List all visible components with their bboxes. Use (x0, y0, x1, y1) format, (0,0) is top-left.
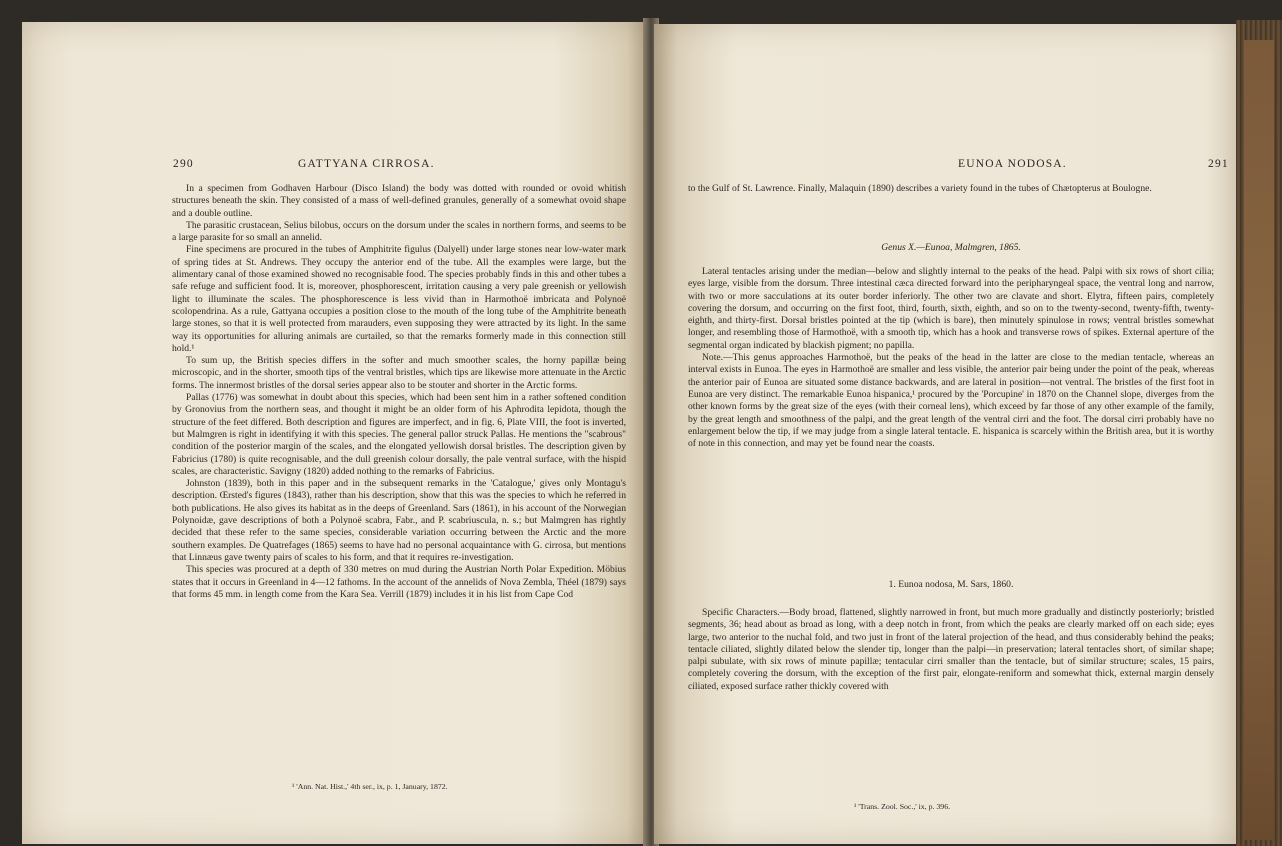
left-running-head: GATTYANA CIRROSA. (298, 158, 435, 170)
genus-paragraph: Note.—This genus approaches Harmothoë, but the peaks of the head in the latter are close to the median tentacle, whereas an interval exists in Eunoa. The eyes in Harmothoë are smaller and less visible, the anterior pair being under the point of the peak, whereas the anterior pair of Eunoa are situated some distance backwards, and are lateral in position—not ventral. The bristles of the first foot in Eunoa are very distinct. The remarkable Eunoa hispanica,¹ procured by the 'Porcupine' in 1870 on the Channel slope, diverges from the other known forms by the great size of the eyes (with their corneal lens), which exceed by far those of any other example of the family, by the great length and smoothness of the palpi, and the great length of the ventral cirri and the foot. The dorsal cirri probably have no enlargement below the tip, if we may judge from a single lateral tentacle. E. hispanica is scarcely within the British area, but it is worthy of note in this connection, and may yet be found near the coasts. (688, 352, 1214, 450)
right-page-number: 291 (1208, 158, 1229, 170)
genus-paragraph: Lateral tentacles arising under the median—below and slightly internal to the peaks of the head. Palpi with six rows of short cilia; eyes large, visible from the dorsum. Three intestinal cæca directed forward into the peripharyngeal space, the ventral long and narrow, with two or more sacculations at its outer border inferiorly. The other two are clavate and short. Elytra, fifteen pairs, completely covering the dorsum, and occurring on the first foot, third, fourth, sixth, eighth, and so on to the twenty-second, twenty-fifth, twenty-eighth, and thirty-first. Dorsal bristles pointed at the tip (which is bare), then minutely spinulose in rows; ventral bristles somewhat longer, and resembling those of Harmothoë, with a smooth tip, which has a hook and transverse rows of spikes. External aperture of the segmental organ indicated by blackish pigment; no papilla. (688, 266, 1214, 351)
book-edge (1236, 20, 1282, 846)
left-paragraph: Johnston (1839), both in this paper and in the subsequent remarks in the 'Catalogue,' gives only Montagu's description. Œrsted's figures (1843), rather than his description, show that this was the species to which he referred in both publications. He also gives its habitat as in the deeps of Greenland. Sars (1861), in his account of the Norwegian Polynoidæ, gave descriptions of both a Polynoë scabra, Fabr., and P. scabriuscula, n. s.; but Malmgren has rightly decided that these refer to the same species, considerable variation occurring between the Arctic and the more southern examples. De Quatrefages (1865) seems to have had no personal acquaintance with G. cirrosa, but mentions that Linnæus gave twenty pairs of scales to his form, and that it requires re-investigation. (172, 478, 626, 563)
genus-heading: Genus X.—Eunoa, Malmgren, 1865. (881, 242, 1021, 253)
left-page-number: 290 (173, 158, 194, 170)
left-paragraph: Pallas (1776) was somewhat in doubt about this species, which had been sent him in a rather softened condition by Gronovius from the northern seas, and thought it might be an older form of his Aphrodita lepidota, though the structure of the feet differed. Both description and figures are imperfect, and in fig. 6, Plate VIII, the foot is inverted, but Malmgren is right in identifying it with this species. The general pallor struck Pallas. He mentions the "scabrous" condition of the posterior margin of the scales, and the elongated yellowish dorsal bristles. The description given by Fabricius (1780) is quite recognisable, and the dull greenish colour dorsally, the pale ventral surface, with the hispid scales, are characteristic. Savigny (1820) added nothing to the remarks of Fabricius. (172, 392, 626, 477)
right-genus-body (688, 266, 1214, 450)
right-intro (688, 183, 1214, 195)
species-paragraph: Specific Characters.—Body broad, flattened, slightly narrowed in front, but much more gradually and distinctly posteriorly; bristled segments, 36; head about as broad as long, with a deep notch in front, from which the peaks are clearly marked off on each side; eyes large, two anterior to the nuchal fold, and two just in front of the lateral projection of the head, and thus considerably behind the peaks; tentacle ciliated, slightly dilated below the slender tip, longer than the palpi—in preservation; lateral tentacles short, of similar shape; palpi subulate, with six rows of minute papillæ; tentacular cirri smaller than the tentacle, but of similar structure; scales, 15 pairs, completely covering the dorsum, with the exception of the first pair, elongate-reniform and somewhat thick, external margin densely ciliated, exposed surface rather thickly covered with (688, 607, 1214, 692)
right-page (654, 24, 1236, 844)
left-footnote: ¹ 'Ann. Nat. Hist.,' 4th ser., ix, p. 1, January, 1872. (292, 782, 448, 791)
left-paragraph: Fine specimens are procured in the tubes of Amphitrite figulus (Dalyell) under large stones near low-water mark of spring tides at St. Andrews. They occupy the anterior end of the tube. All the examples were large, but the alimentary canal of those examined showed no recognisable food. The species probably finds in this and other tubes a safe refuge and sufficient food. It is, moreover, phosphorescent, irritation causing a very pale greenish or yellowish light to illuminate the scales. The phosphorescence is less vivid than in Harmothoë imbricata and Polynoë scolopendrina. As a rule, Gattyana occupies a position close to the mouth of the long tube of the Amphitrite beneath large stones, so that it is well protected from marauders, even supposing they were attracted by its light. In the same way its opportunities for alluring animals are curtailed, so that the remarks formerly made in this connection still hold.¹ (172, 244, 626, 354)
species-heading: 1. Eunoa nodosa, M. Sars, 1860. (888, 579, 1014, 590)
left-paragraph: This species was procured at a depth of 330 metres on mud during the Austrian North Polar Expedition. Möbius states that it occurs in Greenland in 4—12 fathoms. In the account of the annelids of Nova Zembla, Théel (1879) says that forms 45 mm. in length come from the Kara Sea. Verrill (1879) includes it in his list from Cape Cod (172, 564, 626, 600)
left-paragraph: The parasitic crustacean, Selius bilobus, occurs on the dorsum under the scales in northern forms, and seems to be a large parasite for so small an annelid. (172, 219, 626, 244)
right-footnote: ¹ 'Trans. Zool. Soc.,' ix, p. 396. (854, 802, 951, 811)
left-page (22, 22, 646, 844)
left-body (172, 183, 626, 601)
right-intro-paragraph: to the Gulf of St. Lawrence. Finally, Malaquin (1890) describes a variety found in the tubes of Chætopterus at Boulogne. (688, 183, 1152, 194)
left-paragraph: To sum up, the British species differs in the softer and much smoother scales, the horny papillæ being microscopic, and in the shorter, smooth tips of the ventral bristles, which tips are likewise more attenuate in the Arctic forms. The innermost bristles of the dorsal series appear also to be stouter and shorter in the Arctic forms. (172, 355, 626, 391)
right-running-head: EUNOA NODOSA. (958, 158, 1067, 170)
right-species-body (688, 607, 1214, 693)
left-paragraph: In a specimen from Godhaven Harbour (Disco Island) the body was dotted with rounded or ovoid whitish structures beneath the skin. They consisted of a mass of well-defined granules, generally of a somewhat ovoid shape and a double outline. (172, 183, 626, 219)
